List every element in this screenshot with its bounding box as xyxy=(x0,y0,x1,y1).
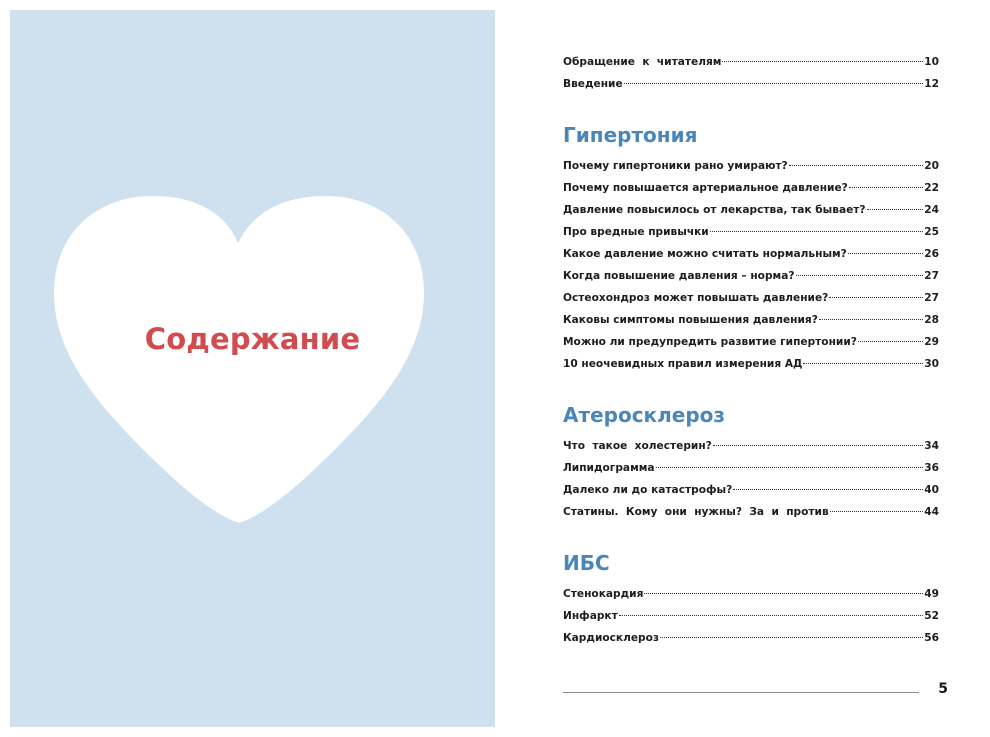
dot-leader xyxy=(644,593,923,594)
toc-entry-title: Стенокардия xyxy=(563,588,644,600)
toc-entry-page: 44 xyxy=(924,506,939,518)
toc-entry-page: 24 xyxy=(924,204,939,216)
toc-entry-title: Обращение к читателям xyxy=(563,56,722,68)
section-heading[interactable]: ИБС xyxy=(563,551,610,575)
toc-entry[interactable] xyxy=(563,610,939,632)
toc-entry-page: 12 xyxy=(924,78,939,90)
toc-entry-page: 30 xyxy=(924,358,939,370)
dot-leader xyxy=(848,253,923,254)
toc-entry-page: 49 xyxy=(924,588,939,600)
toc-entry[interactable] xyxy=(563,292,939,314)
toc-entry-page: 26 xyxy=(924,248,939,260)
left-page xyxy=(10,10,495,727)
toc-entry-title: Каковы симптомы повышения давления? xyxy=(563,314,818,326)
toc-entry-page: 22 xyxy=(924,182,939,194)
toc-entry[interactable] xyxy=(563,248,939,270)
footer-divider xyxy=(563,692,919,693)
dot-leader xyxy=(624,83,924,84)
heart-icon xyxy=(10,10,495,727)
toc-entry[interactable] xyxy=(563,270,939,292)
toc-entry-page: 10 xyxy=(924,56,939,68)
toc-entry-page: 34 xyxy=(924,440,939,452)
toc-entry[interactable] xyxy=(563,358,939,380)
section-heading[interactable]: Атеросклероз xyxy=(563,403,726,427)
toc-entry[interactable] xyxy=(563,226,939,248)
toc-entry-title: Инфаркт xyxy=(563,610,618,622)
toc-entry[interactable] xyxy=(563,314,939,336)
page-number: 5 xyxy=(938,681,948,697)
toc-entry-page: 27 xyxy=(924,270,939,282)
toc-entry-page: 25 xyxy=(924,226,939,238)
toc-entry-page: 36 xyxy=(924,462,939,474)
toc-entry-title: Остеохондроз может повышать давление? xyxy=(563,292,829,304)
toc-entry[interactable] xyxy=(563,204,939,226)
toc-entry-title: Можно ли предупредить развитие гипертонии? xyxy=(563,336,857,348)
dot-leader xyxy=(858,341,923,342)
dot-leader xyxy=(829,297,923,298)
toc-entry[interactable] xyxy=(563,588,939,610)
dot-leader xyxy=(710,231,924,232)
toc-entry[interactable] xyxy=(563,160,939,182)
dot-leader xyxy=(867,209,924,210)
right-page xyxy=(495,10,970,727)
toc-entry-page: 28 xyxy=(924,314,939,326)
dot-leader xyxy=(796,275,924,276)
toc-entry-page: 27 xyxy=(924,292,939,304)
toc-entry-page: 20 xyxy=(924,160,939,172)
section-heading[interactable]: Гипертония xyxy=(563,123,698,147)
toc-entry-title: Кардиосклероз xyxy=(563,632,660,644)
toc-entry[interactable] xyxy=(563,484,939,506)
toc-entry-title: Когда повышение давления – норма? xyxy=(563,270,795,282)
toc-entry-title: Почему гипертоники рано умирают? xyxy=(563,160,788,172)
toc-entry[interactable] xyxy=(563,182,939,204)
toc-entry-title: Давление повысилось от лекарства, так бывает? xyxy=(563,204,866,216)
dot-leader xyxy=(803,363,923,364)
toc-entry-title: Далеко ли до катастрофы? xyxy=(563,484,733,496)
toc-entry[interactable] xyxy=(563,78,939,100)
toc-entry-title: Почему повышается артериальное давление? xyxy=(563,182,848,194)
toc-entry-title: Что такое холестерин? xyxy=(563,440,712,452)
toc-entry-page: 52 xyxy=(924,610,939,622)
dot-leader xyxy=(733,489,923,490)
toc-entry-title: Какое давление можно считать нормальным? xyxy=(563,248,847,260)
dot-leader xyxy=(789,165,924,166)
toc-entry-page: 56 xyxy=(924,632,939,644)
dot-leader xyxy=(619,615,923,616)
toc-entry-title: Про вредные привычки xyxy=(563,226,709,238)
toc-entry[interactable] xyxy=(563,56,939,78)
dot-leader xyxy=(713,445,923,446)
toc-entry-title: 10 неочевидных правил измерения АД xyxy=(563,358,803,370)
toc-entry[interactable] xyxy=(563,440,939,462)
toc-entry[interactable] xyxy=(563,336,939,358)
toc-entry-title: Липидограмма xyxy=(563,462,655,474)
toc-entry[interactable] xyxy=(563,632,939,654)
toc-entry[interactable] xyxy=(563,462,939,484)
toc-entry-page: 29 xyxy=(924,336,939,348)
dot-leader xyxy=(830,511,924,512)
dot-leader xyxy=(722,61,923,62)
toc-entry[interactable] xyxy=(563,506,939,528)
toc-entry-title: Статины. Кому они нужны? За и против xyxy=(563,506,829,518)
toc-entry-page: 40 xyxy=(924,484,939,496)
contents-title: Содержание xyxy=(144,322,361,356)
dot-leader xyxy=(656,467,924,468)
dot-leader xyxy=(849,187,923,188)
dot-leader xyxy=(819,319,923,320)
toc-entry-title: Введение xyxy=(563,78,623,90)
dot-leader xyxy=(660,637,923,638)
table-of-contents xyxy=(563,56,939,654)
